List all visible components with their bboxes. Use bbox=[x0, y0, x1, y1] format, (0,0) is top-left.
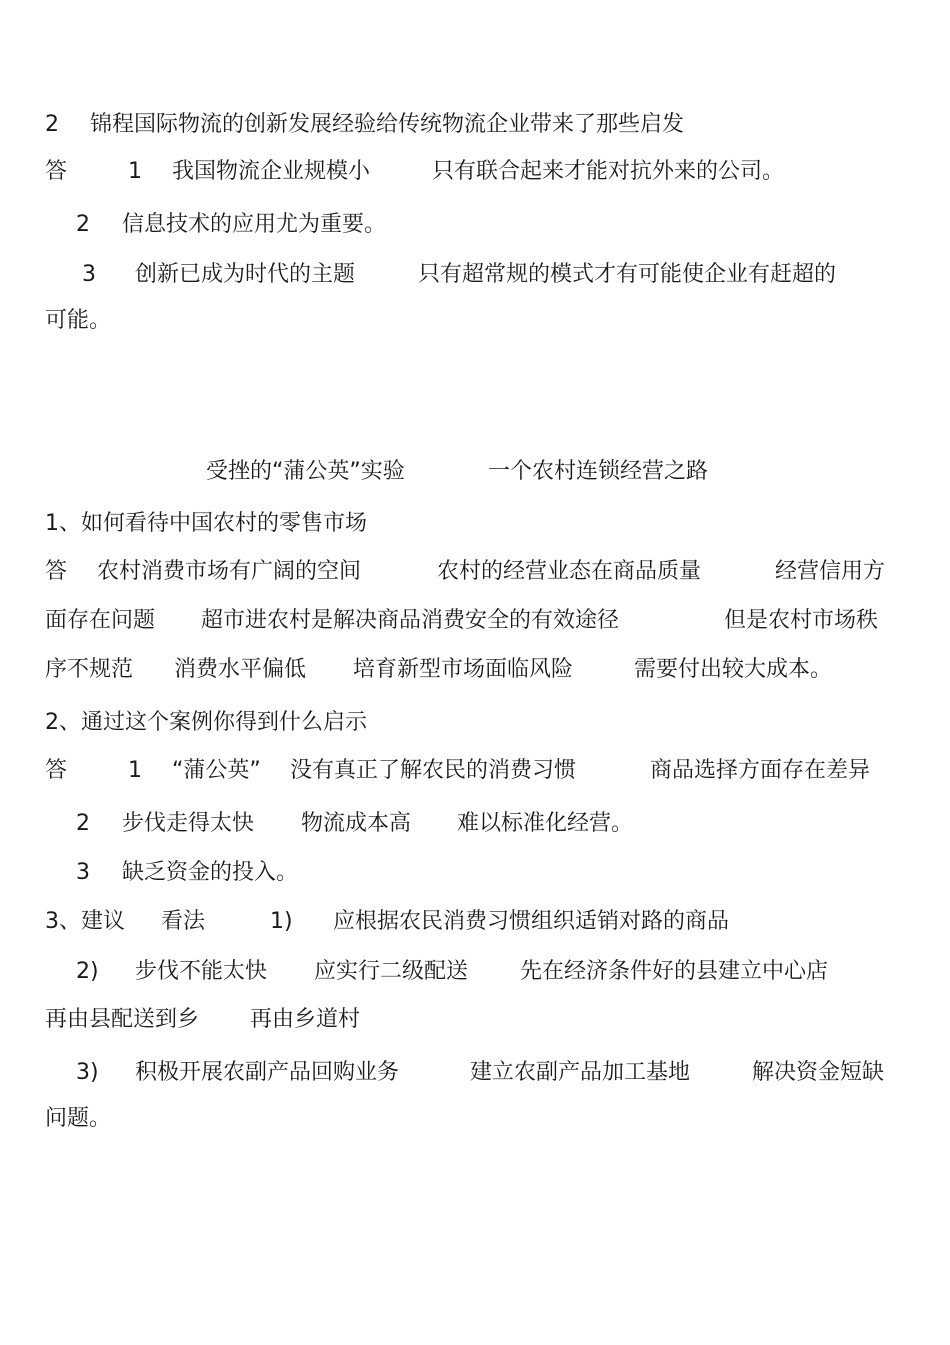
answer-text: 步伐走得太快 bbox=[122, 811, 255, 836]
suggestion-text: 积极开展农副产品回购业务 bbox=[135, 1060, 400, 1085]
question-text: 锦程国际物流的创新发展经验给传统物流企业带来了那些启发 bbox=[90, 112, 685, 137]
suggestion-text: 步伐不能太快 bbox=[135, 959, 268, 984]
answer-text: 可能。 bbox=[45, 308, 112, 333]
suggestion-text: 再由乡道村 bbox=[250, 1007, 361, 1032]
case-title-part: 受挫的“蒲公英”实验 bbox=[206, 459, 405, 484]
answer-text: 超市进农村是解决商品消费安全的有效途径 bbox=[201, 608, 620, 633]
answer-text: 商品选择方面存在差异 bbox=[650, 758, 871, 783]
answer-number: 2 bbox=[76, 811, 90, 836]
suggestion-text: 解决资金短缺 bbox=[752, 1060, 885, 1085]
suggestion-text: 问题。 bbox=[45, 1106, 112, 1131]
case-title-part: 一个农村连锁经营之路 bbox=[488, 459, 709, 484]
answer-text: 只有联合起来才能对抗外来的公司。 bbox=[432, 159, 785, 184]
answer-text: 序不规范 bbox=[45, 657, 134, 682]
suggestion-text: 建立农副产品加工基地 bbox=[470, 1060, 691, 1085]
answer-text: 经营信用方 bbox=[775, 559, 886, 584]
question-text: 看法 bbox=[161, 909, 206, 934]
answer-number: 2 bbox=[76, 212, 90, 237]
question-text: 2、通过这个案例你得到什么启示 bbox=[45, 710, 367, 735]
answer-text: 培育新型市场面临风险 bbox=[353, 657, 574, 682]
answer-text: 物流成本高 bbox=[301, 811, 412, 836]
answer-number: 1 bbox=[128, 159, 142, 184]
answer-number: 3 bbox=[76, 860, 90, 885]
answer-text: 需要付出较大成本。 bbox=[634, 657, 833, 682]
answer-text: 创新已成为时代的主题 bbox=[135, 262, 356, 287]
answer-label: 答 bbox=[45, 559, 68, 584]
suggestion-text: 应实行二级配送 bbox=[314, 959, 469, 984]
suggestion-number: 2) bbox=[76, 959, 99, 984]
answer-text: 农村消费市场有广阔的空间 bbox=[97, 559, 362, 584]
answer-text: 只有超常规的模式才有可能使企业有赶超的 bbox=[418, 262, 837, 287]
answer-number: 1 bbox=[128, 758, 142, 783]
answer-label: 答 bbox=[45, 758, 68, 783]
question-text: 3、建议 bbox=[45, 909, 125, 934]
answer-text: 难以标准化经营。 bbox=[457, 811, 634, 836]
answer-text: 但是农村市场秩 bbox=[724, 608, 879, 633]
answer-text: “蒲公英” bbox=[172, 758, 261, 783]
suggestion-number: 3) bbox=[76, 1060, 99, 1085]
answer-text: 我国物流企业规模小 bbox=[172, 159, 371, 184]
suggestion-text: 应根据农民消费习惯组织适销对路的商品 bbox=[333, 909, 730, 934]
suggestion-number: 1) bbox=[270, 909, 293, 934]
answer-text: 信息技术的应用尤为重要。 bbox=[122, 212, 387, 237]
answer-text: 面存在问题 bbox=[45, 608, 156, 633]
suggestion-text: 再由县配送到乡 bbox=[45, 1007, 200, 1032]
question-text: 1、如何看待中国农村的零售市场 bbox=[45, 511, 367, 536]
answer-label: 答 bbox=[45, 159, 68, 184]
answer-text: 缺乏资金的投入。 bbox=[122, 860, 299, 885]
answer-text: 消费水平偏低 bbox=[174, 657, 307, 682]
answer-text: 没有真正了解农民的消费习惯 bbox=[290, 758, 577, 783]
answer-text: 农村的经营业态在商品质量 bbox=[437, 559, 702, 584]
suggestion-text: 先在经济条件好的县建立中心店 bbox=[520, 959, 829, 984]
answer-number: 3 bbox=[82, 262, 96, 287]
question-number: 2 bbox=[45, 112, 59, 137]
